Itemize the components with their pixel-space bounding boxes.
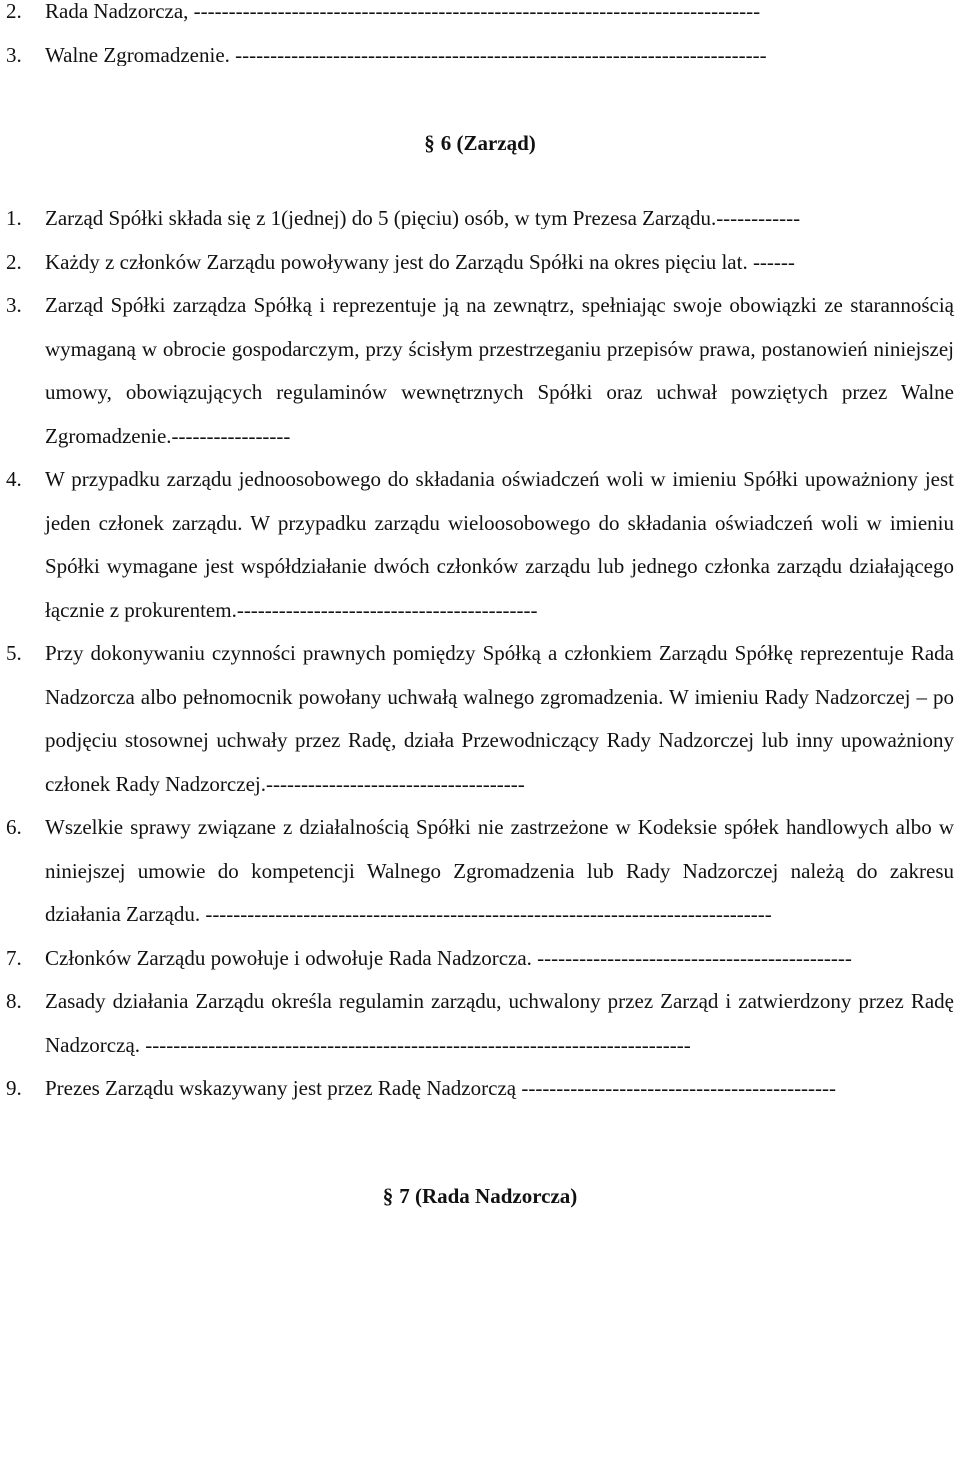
item-number: 9. [6,1076,22,1100]
section-title: 7 (Rada Nadzorcza) [399,1183,578,1208]
list-item-1 [6,207,954,229]
section-title: 6 (Zarząd) [440,131,536,155]
section-6-list [6,207,954,1111]
list-item-8 [6,980,954,1067]
list-item-6 [6,806,954,937]
list-item-2 [6,251,954,273]
item-number: 3. [6,293,22,317]
item-text: Przy dokonywaniu czynności prawnych pomiędzy Spółką a członkiem Zarządu Spółkę reprezentuje Rada Nadzorcza albo pełnomocnik powołany uchwałą walnego zgromadzenia. W imieniu Rady Nadzorczej – po podjęciu stosownej uchwały przez Radę, działa Przewodniczący Rady Nadzorczej lub inny upoważniony członek Rady Nadzorczej.------------------------------------- [45,641,954,796]
top-list [6,0,954,66]
item-text: Rada Nadzorcza, --------------------------------------------------------------------------------- [45,0,761,22]
section-heading-7 [6,1181,954,1211]
item-number: 6. [6,815,22,839]
item-text: Członków Zarządu powołuje i odwołuje Rada Nadzorcza. --------------------------------------------- [45,945,852,970]
section-mark: § [382,1183,394,1208]
section-mark: § [424,131,435,155]
item-text: W przypadku zarządu jednoosobowego do składania oświadczeń woli w imieniu Spółki upoważniony jest jeden członek zarządu. W przypadku zarządu wieloosobowego do składania oświadczeń woli w imieniu Spółki wymagane jest współdziałanie dwóch członków zarządu lub jednego członka zarządu działającego łącznie z prokurentem.------------------------------------------- [45,467,954,622]
item-text: Zasady działania Zarządu określa regulamin zarządu, uchwalony przez Zarząd i zatwierdzony przez Radę Nadzorczą. ------------------------------------------------------------------------------ [45,989,954,1057]
item-number: 2. [6,0,22,23]
item-text: Każdy z członków Zarządu powoływany jest do Zarządu Spółki na okres pięciu lat. ------ [45,251,795,273]
list-item-7 [6,937,954,981]
item-number: 7. [6,945,22,970]
item-text: Wszelkie sprawy związane z działalnością Spółki nie zastrzeżone w Kodeksie spółek handlowych albo w niniejszej umowie do kompetencji Walnego Zgromadzenia lub Rady Nadzorczej należą do zakresu działania Zarządu. --------------------------------------------------------------------------------- [45,815,954,926]
section-heading-6 [6,128,954,158]
list-item-4 [6,458,954,632]
item-number: 4. [6,467,22,491]
item-number: 8. [6,989,22,1013]
item-number: 1. [6,206,22,230]
list-item-2-supervisory-board [6,0,954,22]
item-text: Walne Zgromadzenie. ---------------------------------------------------------------------------- [45,44,767,66]
item-number: 2. [6,250,22,274]
item-number: 3. [6,43,22,67]
list-item-3-general-meeting [6,44,954,66]
list-item-5 [6,632,954,806]
list-item-9 [6,1067,954,1111]
item-text: Prezes Zarządu wskazywany jest przez Radę Nadzorczą --------------------------------------------- [45,1076,837,1100]
list-item-3 [6,284,954,458]
item-text: Zarząd Spółki zarządza Spółką i reprezentuje ją na zewnątrz, spełniając swoje obowiązki ze starannością wymaganą w obrocie gospodarczym, przy ścisłym przestrzeganiu przepisów prawa, postanowień niniejszej umowy, obowiązujących regulaminów wewnętrznych Spółki oraz uchwał powziętych przez Walne Zgromadzenie.----------------- [45,293,954,448]
item-text: Zarząd Spółki składa się z 1(jednej) do 5 (pięciu) osób, w tym Prezesa Zarządu.------------ [45,207,801,229]
item-number: 5. [6,641,22,665]
